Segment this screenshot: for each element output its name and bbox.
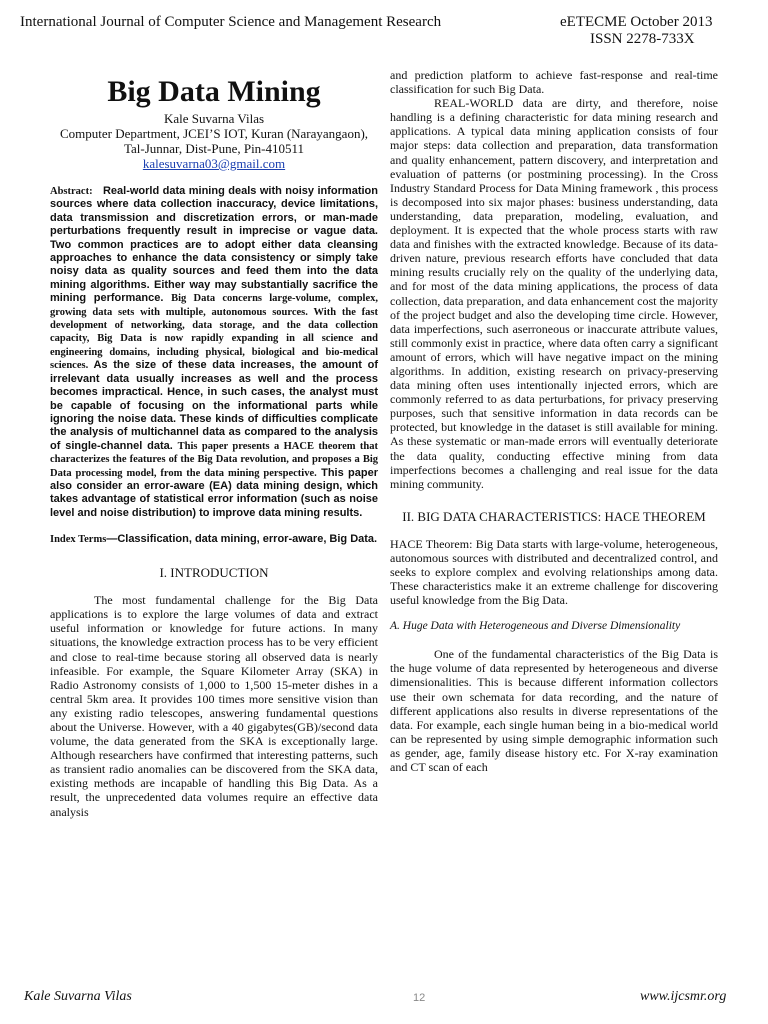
footer-author: Kale Suvarna Vilas bbox=[24, 989, 132, 1004]
footer-url[interactable]: www.ijcsmr.org bbox=[640, 989, 727, 1004]
page-number: 12 bbox=[413, 992, 426, 1004]
hace-paragraph: HACE Theorem: Big Data starts with large-volume, heterogeneous, autonomous sources with distributed and decentralized control, and seeks to explore complex and evolving relationships among data. These characteristics make it an extreme challenge for discovering useful knowledge from the Big Data. bbox=[390, 536, 718, 608]
address: Tal-Junnar, Dist-Pune, Pin-410511 bbox=[123, 141, 305, 156]
intro-paragraph-1-continued: and prediction platform to achieve fast-response and real-time classification for such Big Data. bbox=[390, 68, 718, 97]
abstract-part-5: This paper also consider an error-aware (EA) data mining design, which takes advantage of statistical error information (such as noise level and noise distribution) to improve data mining results. bbox=[50, 466, 379, 519]
issn: ISSN 2278-733X bbox=[590, 31, 695, 47]
affiliation: Computer Department, JCEI’S IOT, Kuran (Narayangaon), bbox=[59, 126, 369, 141]
author-block bbox=[50, 111, 378, 171]
abstract-label: Abstract: bbox=[50, 186, 93, 197]
index-terms-text: —Classification, data mining, error-aware, Big Data. bbox=[106, 533, 378, 546]
intro-paragraph-1: The most fundamental challenge for the Big Data applications is to explore the large volumes of data and extract useful information or knowledge for future actions. In many situations, the knowledge extraction process has to be very efficient and close to real-time because storing all observed data is nearly infeasible. For example, the Square Kilometer Array (SKA) in Radio Astronomy consists of 1,000 to 1,500 15-meter dishes in a central 5km area. It provides 100 times more sensitive vision than any existing radio telescopes, answering fundamental questions about the Universe. However, with a 40 gigabytes(GB)/second data volume, the data generated from the SKA is exceptionally large. Although researchers have confirmed that interesting patterns, such as transient radio anomalies can be discovered from the SKA data, existing methods are incapable of handling this Big Data. As a result, the unprecedented data volumes require an effective data analysis bbox=[50, 593, 378, 819]
abstract-part-3: As the size of these data increases, the amount of irrelevant data usually increases as well and the process becomes impractical. Hence, in such cases, the analyst must be capable of focusing on the informational parts while ignoring the noise data. These kinds of difficulties complicate the analysis of multichannel data as compared to the analysis of single-channel data. bbox=[50, 359, 378, 452]
author-email-link[interactable]: kalesuvarna03@gmail.com bbox=[142, 156, 286, 171]
abstract-part-4: This paper presents a HACE theorem that characterizes the features of the Big Data revolution, and proposes a Big Data processing model, from the data mining perspective. bbox=[50, 440, 379, 479]
right-column bbox=[390, 68, 718, 774]
left-column bbox=[50, 75, 378, 819]
author-name: Kale Suvarna Vilas bbox=[163, 111, 265, 126]
index-terms bbox=[50, 532, 378, 547]
edition: eETECME October 2013 bbox=[560, 14, 713, 30]
index-terms-label: Index Terms bbox=[50, 534, 107, 546]
abstract-part-1: Real-world data mining deals with noisy information sources where data collection inaccuracy, device limitations, data transmission and discretization errors, or man-made perturbations frequently result in imprecise or vague data. Two common practices are to adopt either data cleansing approaches to enhance the data consistency or simply take noisy data as quality sources and feed them into the data mining algorithms. Either way may substantially sacrifice the mining performance. bbox=[50, 185, 378, 305]
intro-paragraph-2: REAL-WORLD data are dirty, and therefore, noise handling is a defining characteristic for data mining research and applications. A typical data mining application consists of four major steps: data collection and preparation, data transformation and quality enhancement, pattern discovery, and interpretation and evaluation of patterns (or postmining processing). In the Cross Industry Standard Process for Data Mining framework , this process is decomposed into six major phases: business understanding, data understanding, data preparation, modeling, evaluation, and deployment. It is expected that the whole process starts with raw data and finishes with the extracted knowledge. Because of its data-driven nature, previous research efforts have concluded that data mining results crucially rely on the quality of the underlying data, and for most of the data mining applications, the process of data collection, data preparation, and data enhancement cost the majority of the project budget and also the developing time circle. However, data imperfections, such aserroneous or inaccurate attribute values, still commonly exist in practice, where data often carry a significant amount of errors, which will have negative impact on the mining algorithms. In addition, existing research on privacy-preserving data mining often uses intentionally injected errors, which are commonly referred to as data perturbations, for privacy preserving purposes, such that sensitive information in data records can be protected, but knowledge in the dataset is still available for mining. As these systematic or man-made errors will eventually deteriorate the data quality, conducting effective mining from data imperfections becomes a challenging and real issue for the data mining community. bbox=[390, 96, 718, 491]
issue-info bbox=[560, 14, 712, 48]
subsection-a-heading: A. Huge Data with Heterogeneous and Diverse Dimensionality bbox=[390, 620, 681, 633]
abstract-part-2: Big Data concerns large-volume, complex, growing data sets with multiple, autonomous sources. With the fast development of networking, data storage, and the data collection capacity, Big Data is now rapidly expanding in all science and engineering domains, including physical, biological and bio-medical sciences. bbox=[50, 293, 378, 372]
abstract bbox=[50, 185, 378, 520]
subsection-a-paragraph: One of the fundamental characteristics of the Big Data is the huge volume of data represented by heterogeneous and diverse dimensionalities. This is because different information collectors use their own schemata for data recording, and the nature of different applications also results in diverse representations of the data. For example, each single human being in a bio-medical world can be represented by using simple demographic information such as gender, age, family disease history etc. For X-ray examination and CT scan of each bbox=[390, 647, 718, 775]
intro-heading: I. INTRODUCTION bbox=[159, 565, 269, 581]
journal-name: International Journal of Computer Science and Management Research bbox=[20, 14, 442, 30]
paper-title: Big Data Mining bbox=[107, 75, 321, 108]
section-2-heading: II. BIG DATA CHARACTERISTICS: HACE THEOREM bbox=[402, 508, 706, 524]
